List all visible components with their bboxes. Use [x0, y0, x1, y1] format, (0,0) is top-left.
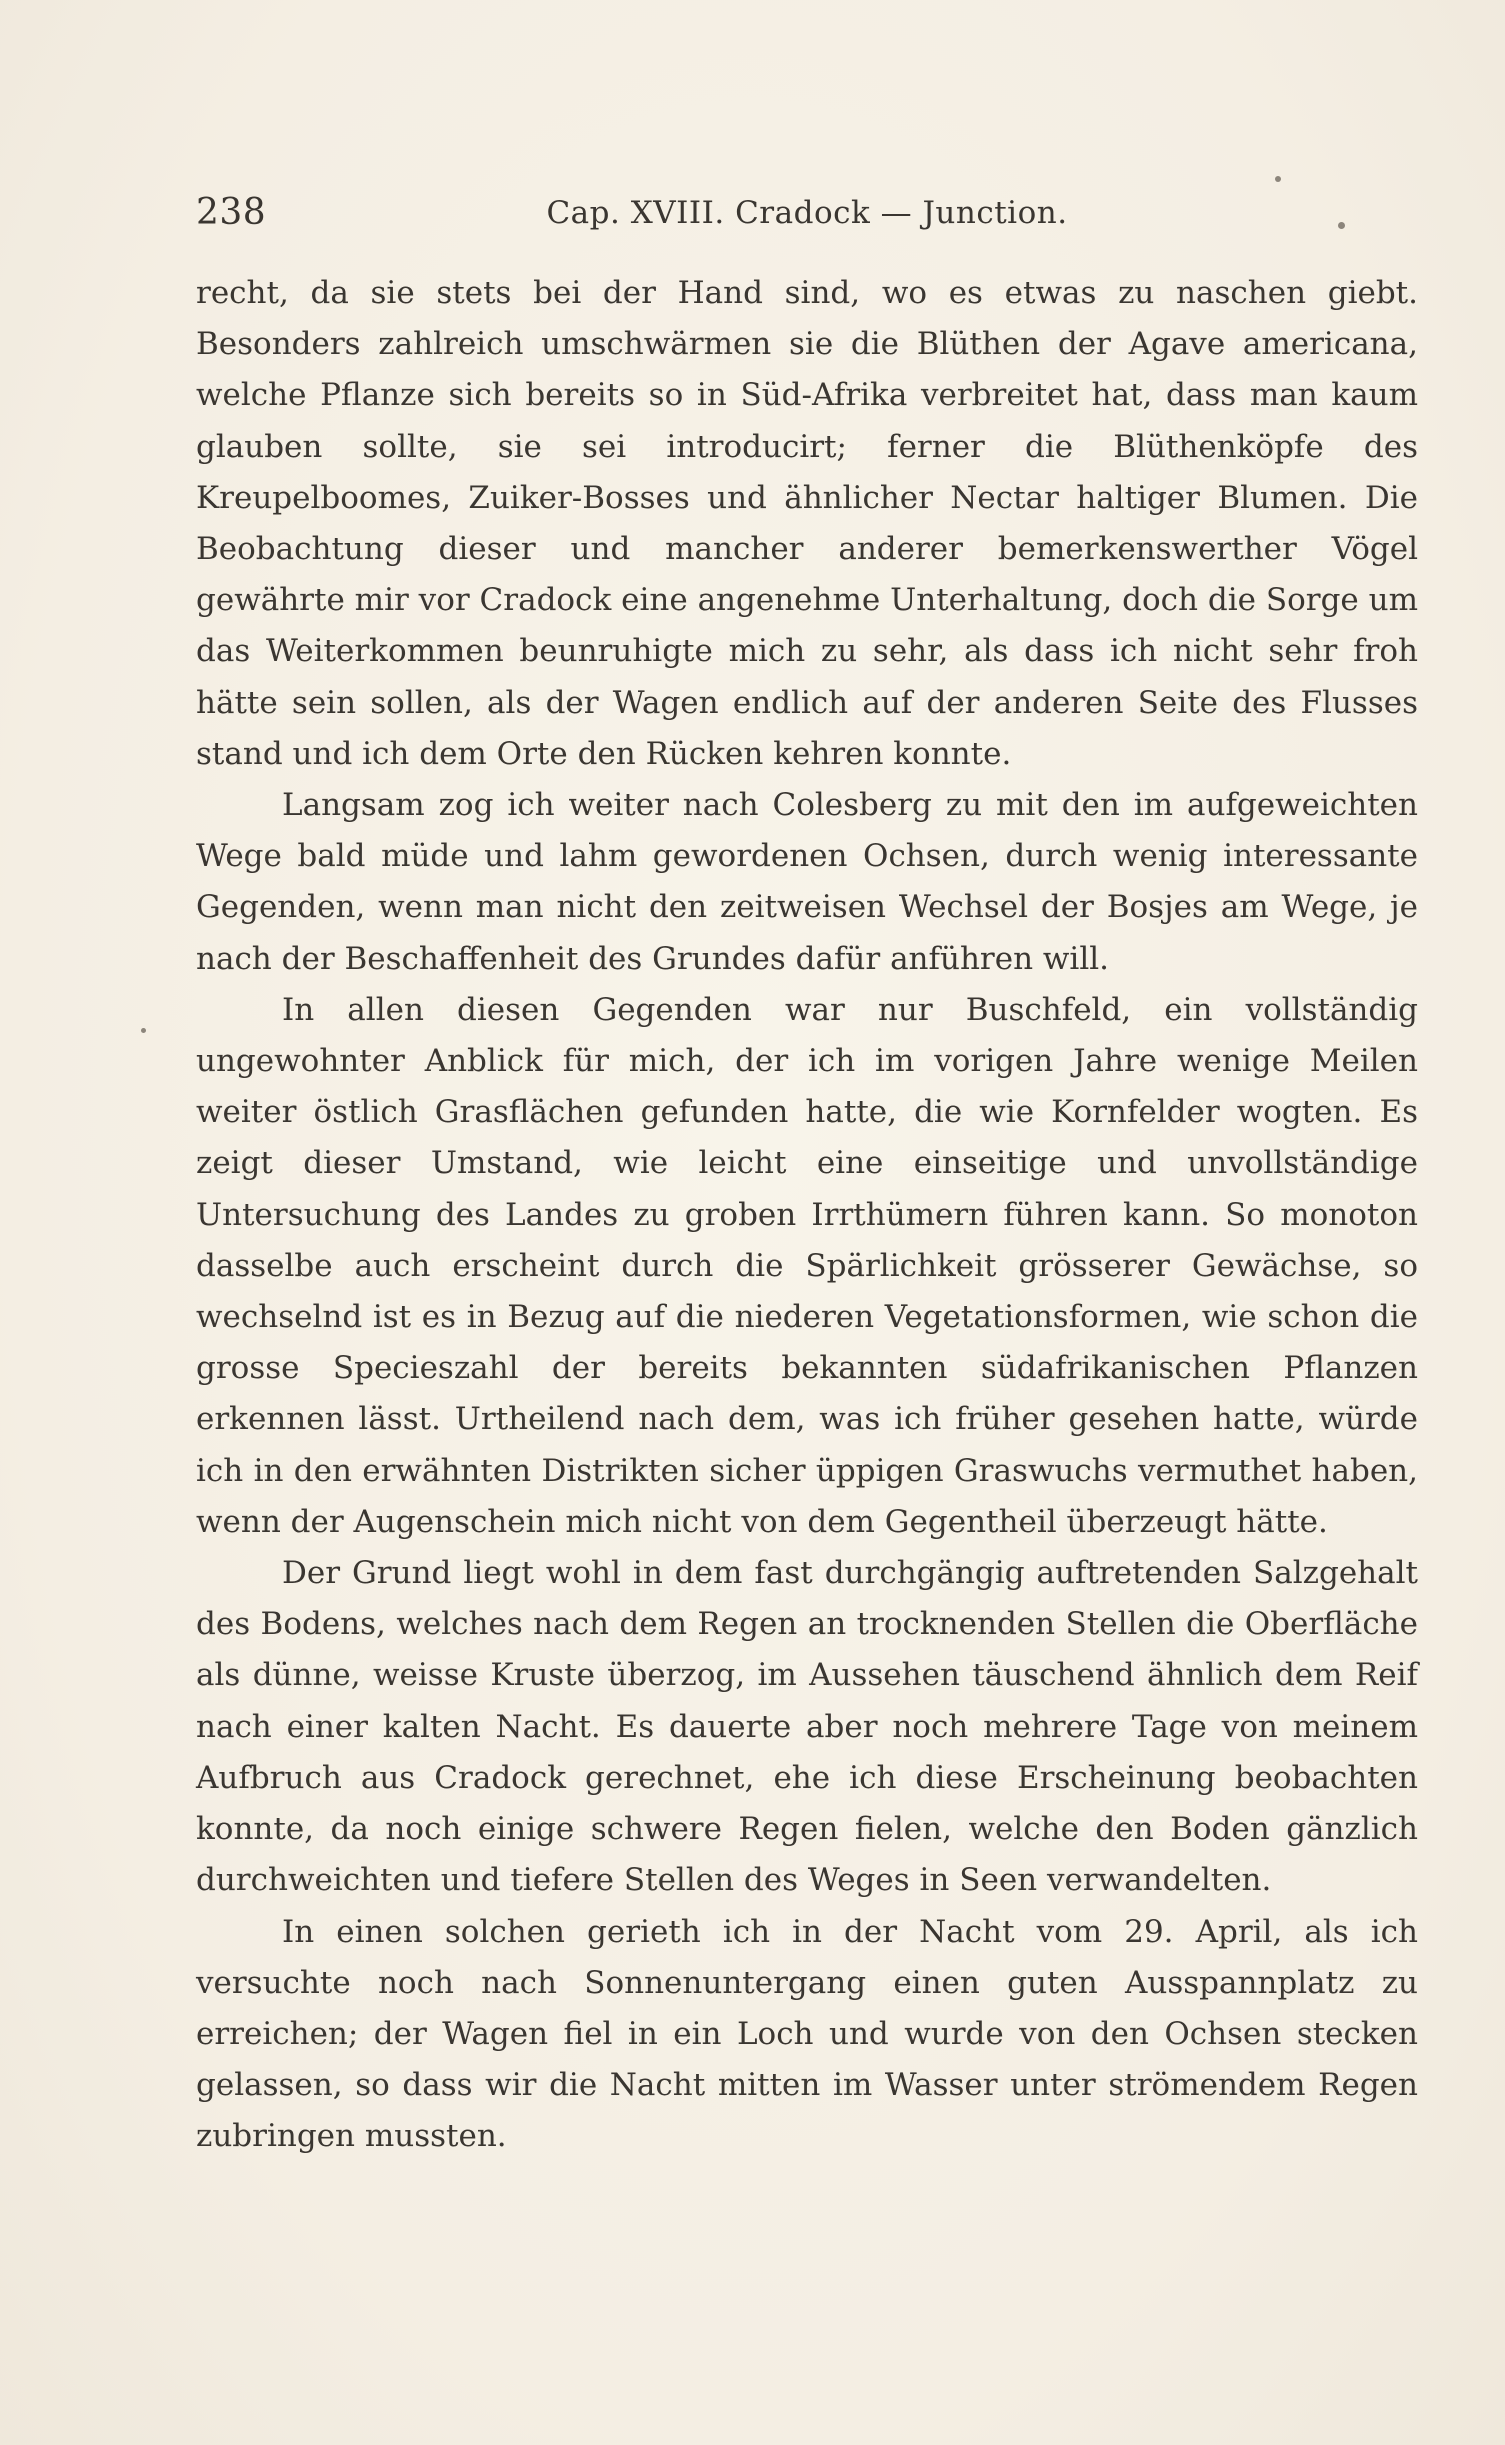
paragraph-3: In allen diesen Gegenden war nur Buschfeld, ein vollständig ungewohnter Anblick für mich, der ich im vorigen Jahre wenige Meilen weiter östlich Grasflächen gefunden hatte, die wie Kornfelder wogten. Es zeigt dieser Umstand, wie leicht eine einseitige und unvollständige Untersuchung des Landes zu groben Irrthümern führen kann. So monoton dasselbe auch erscheint durch die Spärlichkeit grösserer Gewächse, so wechselnd ist es in Bezug auf die niederen Vegetationsformen, wie schon die grosse Specieszahl der bereits bekannten südafrikanischen Pflanzen erkennen lässt. Urtheilend nach dem, was ich früher gesehen hatte, würde ich in den erwähnten Distrikten sicher üppigen Graswuchs vermuthet haben, wenn der Augenschein mich nicht von dem Gegentheil überzeugt hätte. [196, 991, 1418, 1540]
paragraph-2: Langsam zog ich weiter nach Colesberg zu mit den im aufgeweichten Wege bald müde und lahm gewordenen Ochsen, durch wenig interessante Gegenden, wenn man nicht den zeitweisen Wechsel der Bosjes am Wege, je nach der Beschaffenheit des Grundes dafür anführen will. [196, 787, 1418, 977]
paper-speck [1338, 222, 1345, 229]
body-text [196, 268, 1418, 2163]
paragraph-4: Der Grund liegt wohl in dem fast durchgängig auftretenden Salzgehalt des Bodens, welches nach dem Regen an trocknenden Stellen die Oberfläche als dünne, weisse Kruste überzog, im Aussehen täuschend ähnlich dem Reif nach einer kalten Nacht. Es dauerte aber noch mehrere Tage von meinem Aufbruch aus Cradock gerechnet, ehe ich diese Erscheinung beobachten konnte, da noch einige schwere Regen fielen, welche den Boden gänzlich durchweichten und tiefere Stellen des Weges in Seen verwandelten. [196, 1555, 1418, 1899]
paper-speck [141, 1028, 146, 1033]
running-head: Cap. XVIII. Cradock — Junction. [546, 195, 1068, 231]
paragraph-5: In einen solchen gerieth ich in der Nacht vom 29. April, als ich versuchte noch nach Sonnenuntergang einen guten Ausspannplatz zu erreichen; der Wagen fiel in ein Loch und wurde von den Ochsen stecken gelassen, so dass wir die Nacht mitten im Wasser unter strömendem Regen zubringen mussten. [196, 1913, 1418, 2155]
page-number: 238 [196, 192, 267, 233]
paragraph-1: recht, da sie stets bei der Hand sind, wo es etwas zu naschen giebt. Besonders zahlreich umschwärmen sie die Blüthen der Agave americana, welche Pflanze sich bereits so in Süd-Afrika verbreitet hat, dass man kaum glauben sollte, sie sei introducirt; ferner die Blüthenköpfe des Kreupelboomes, Zuiker-Bosses und ähnlicher Nectar haltiger Blumen. Die Beobachtung dieser und mancher anderer bemerkenswerther Vögel gewährte mir vor Cradock eine angenehme Unterhaltung, doch die Sorge um das Weiterkommen beunruhigte mich zu sehr, als dass ich nicht sehr froh hätte sein sollen, als der Wagen endlich auf der anderen Seite des Flusses stand und ich dem Orte den Rücken kehren konnte. [196, 275, 1418, 772]
paper-speck [1275, 176, 1281, 182]
page-header [196, 188, 1418, 238]
